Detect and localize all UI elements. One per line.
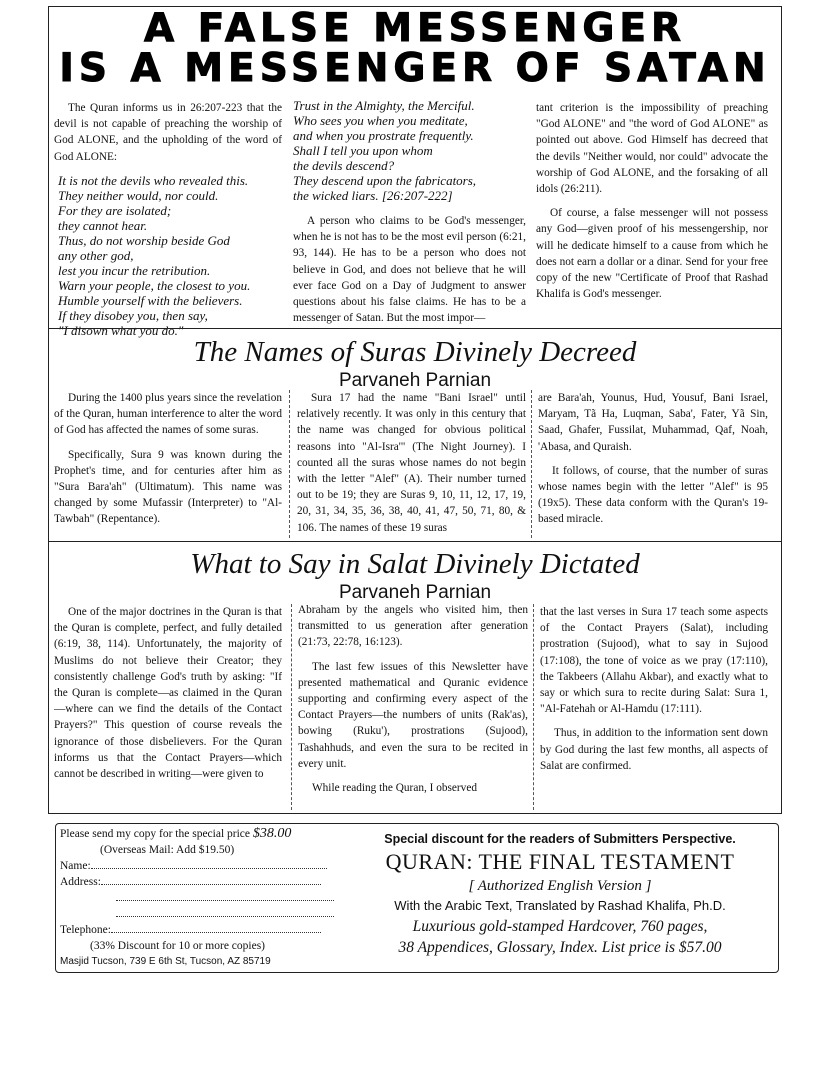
verse-line: and when you prostrate frequently. <box>293 128 474 143</box>
advert-discount-line: Special discount for the readers of Submitters Perspective. <box>384 832 736 846</box>
article3-author: Parvaneh Parnian <box>338 582 492 603</box>
article3-paragraph: Thus, in addition to the information sent down by God during the last few months, all aspects of Salat are confirmed. <box>540 727 768 772</box>
advert-version: [ Authorized English Version ] <box>468 878 652 894</box>
article2-paragraph: Specifically, Sura 9 was known during the Prophet's time, and for centuries after him as "Sura Bara'ah" (Ultimatum). This name was changed by some Mufassir (Interpreter) to "Al-Tawbah" (Repentance). <box>54 448 282 526</box>
advert-translator: With the Arabic Text, Translated by Rashad Khalifa, Ph.D. <box>394 898 726 913</box>
advert-binding: Luxurious gold-stamped Hardcover, 760 pages, <box>412 918 708 935</box>
column-divider <box>291 604 292 810</box>
article2-paragraph: Sura 17 had the name "Bani Israel" until relatively recently. It was only in this century that the name was changed for obvious political reasons into "Al-Isra'" (The Night Journey). I counted all the suras whose names do not begin with the letter "Alef" (A). Their number turned out to be 19; they are Suras 9, 10, 11, 12, 17, 19, 20, 31, 34, 35, 36, 38, 40, 41, 47, 50, 71, 80, & 106. The names of these 19 suras <box>297 392 526 534</box>
mailing-address: Masjid Tucson, 739 E 6th St, Tucson, AZ 85719 <box>60 956 271 967</box>
article1-column-1 <box>54 100 282 348</box>
telephone-field[interactable] <box>111 922 321 933</box>
verse-line: They neither would, nor could. <box>58 187 219 203</box>
article2-column-1 <box>54 390 282 536</box>
verse-line: Humble yourself with the believers. <box>58 292 243 308</box>
verse-line: For they are isolated; <box>58 202 172 218</box>
article1-paragraph: Of course, a false messenger will not possess any God—given proof of his messengership, nor will he dedicate himself to a cause from which he does not earn a dollar or a dinar. Send for your free copy of the new "Certificate of Proof that Rashad Khalifa is God's messenger. <box>536 207 768 301</box>
column-divider <box>533 604 534 810</box>
verse-line: the wicked liars. [26:207-222] <box>293 188 453 203</box>
verse-line: Trust in the Almighty, the Merciful. <box>293 98 475 113</box>
verse-line: Thus, do not worship beside God <box>58 232 230 248</box>
address-field-row[interactable] <box>60 874 338 890</box>
article2-paragraph: During the 1400 plus years since the revelation of the Quran, human interference to alter the word of God has affected the names of some suras. <box>54 392 282 437</box>
overseas-line: (Overseas Mail: Add $19.50) <box>100 844 235 856</box>
article1-column-2 <box>293 98 526 334</box>
price-line-text: Please send my copy for the special price <box>60 828 251 840</box>
discount-note: (33% Discount for 10 or more copies) <box>90 940 266 952</box>
article3-paragraph: One of the major doctrines in the Quran is that the Quran is complete, perfect, and fully detailed (6:19, 38, 114). Unfortunately, the majority of Muslims do not believe their Creator; they consistently challenge God's truth by asking: "If the Quran is complete—as claimed in the Quran—where can we find the details of the Contact Prayers?" This question of course reveals the ignorance of those disbelievers. For the Quran informs us that the Contact Prayers—which cannot be described in writing—were given to <box>54 606 282 781</box>
special-price: $38.00 <box>252 826 292 841</box>
verse-line: any other god, <box>58 247 134 263</box>
article1-verse-block-1 <box>58 173 282 338</box>
address-line-2[interactable] <box>60 890 338 906</box>
article3-paragraph: The last few issues of this Newsletter have presented mathematical and Quranic evidence supporting and confirming every aspect of the Contact Prayers—the numbers of units (Rak'as), bowing (Ruku'), prostrations (Sujood), Tashahhuds, and even the sura to be recited in every unit. <box>298 660 528 770</box>
verse-line: They descend upon the fabricators, <box>293 173 477 188</box>
address-field-2[interactable] <box>116 890 334 901</box>
advert-book-title: QURAN: THE FINAL TESTAMENT <box>385 849 735 874</box>
verse-line: "I disown what you do." <box>58 322 184 338</box>
article3-column-1 <box>54 604 282 790</box>
article3-paragraph: that the last verses in Sura 17 teach some aspects of the Contact Prayers (Salat), including prostration (Sujood), what to say in Sujood (17:108), the tone of voice as we pray (17:110), the Takbeers (Allahu Akbar), and exactly what to say or which sura to recite during Salat: Sura 1, "Al-Fatehah or Al-Hamdu (17:111). <box>540 606 768 716</box>
verse-line: If they disobey you, then say, <box>58 307 208 323</box>
article2-column-2 <box>297 390 526 540</box>
article1-paragraph: A person who claims to be God's messenger, when he is not has to be the most evil person (6:21, 93, 144). He has to be a person who does not believe in God, and does not believe that he will ever face God on a Day of Judgment to answer questions about his false claims. He has to be a messenger of Satan. But the most impor— <box>293 215 526 325</box>
article2-column-3 <box>538 390 768 536</box>
address-line-3[interactable] <box>60 906 338 922</box>
article1-intro: The Quran informs us in 26:207-223 that the devil is not capable of preaching the worship of God ALONE, and the upholding of the word of God ALONE: <box>54 102 282 163</box>
address-field[interactable] <box>101 874 321 885</box>
address-field-3[interactable] <box>116 906 334 917</box>
article1-verse-block-2 <box>293 98 526 203</box>
article3-column-3 <box>540 604 768 782</box>
article3-paragraph: While reading the Quran, I observed <box>312 782 477 795</box>
section-rule <box>48 541 782 542</box>
article3-column-2 <box>298 602 528 804</box>
verse-line: Warn your people, the closest to you. <box>58 277 251 293</box>
article1-column-3 <box>536 100 768 310</box>
column-divider <box>289 390 290 538</box>
order-form <box>60 826 338 970</box>
verse-line: Shall I tell you upon whom <box>293 143 433 158</box>
article2-title: The Names of Suras Divinely Decreed <box>193 336 637 368</box>
bottom-rule <box>48 813 782 814</box>
book-advert <box>345 830 775 958</box>
address-label: Address: <box>60 876 101 888</box>
headline-line-1: A FALSE MESSENGER <box>143 6 687 51</box>
headline-line-2: IS A MESSENGER OF SATAN <box>59 46 771 91</box>
article2-paragraph: It follows, of course, that the number of suras whose names begin with the letter "Alef" is 95 (19x5). These data conform with the Quran's 19-based miracle. <box>538 464 768 526</box>
article2-paragraph: are Bara'ah, Younus, Hud, Yousuf, Bani Israel, Maryam, Tã Ha, Luqman, Saba', Fater, Yã Sin, Saad, Ghafer, Fussilat, Muhammad, Qaf, Noah, 'Abasa, and Quraish. <box>538 392 768 453</box>
price-line <box>60 826 338 842</box>
verse-line: they cannot hear. <box>58 217 148 233</box>
verse-line: lest you incur the retribution. <box>58 262 211 278</box>
article2-author: Parvaneh Parnian <box>338 370 492 391</box>
verse-line: It is not the devils who revealed this. <box>58 172 249 188</box>
article3-title: What to Say in Salat Divinely Dictated <box>190 548 640 580</box>
verse-line: Who sees you when you meditate, <box>293 113 468 128</box>
section-rule <box>48 328 782 329</box>
telephone-field-row[interactable] <box>60 922 338 938</box>
column-divider <box>531 390 532 538</box>
article3-paragraph: Abraham by the angels who visited him, then transmitted to us generation after generation (21:73, 22:78, 16:123). <box>298 604 528 649</box>
advert-contents-price: 38 Appendices, Glossary, Index. List price is $57.00 <box>398 939 722 956</box>
name-field[interactable] <box>91 858 327 869</box>
article1-paragraph: tant criterion is the impossibility of preaching "God ALONE" and "the word of God ALONE" as pointed out above. God Himself has decreed that the devils "Neither would, nor could" advocate the worship of God ALONE, and the forsaking of all idols (26:211). <box>536 102 768 196</box>
name-label: Name: <box>60 860 91 872</box>
telephone-label: Telephone: <box>60 924 111 936</box>
verse-line: the devils descend? <box>293 158 395 173</box>
name-field-row[interactable] <box>60 858 338 874</box>
